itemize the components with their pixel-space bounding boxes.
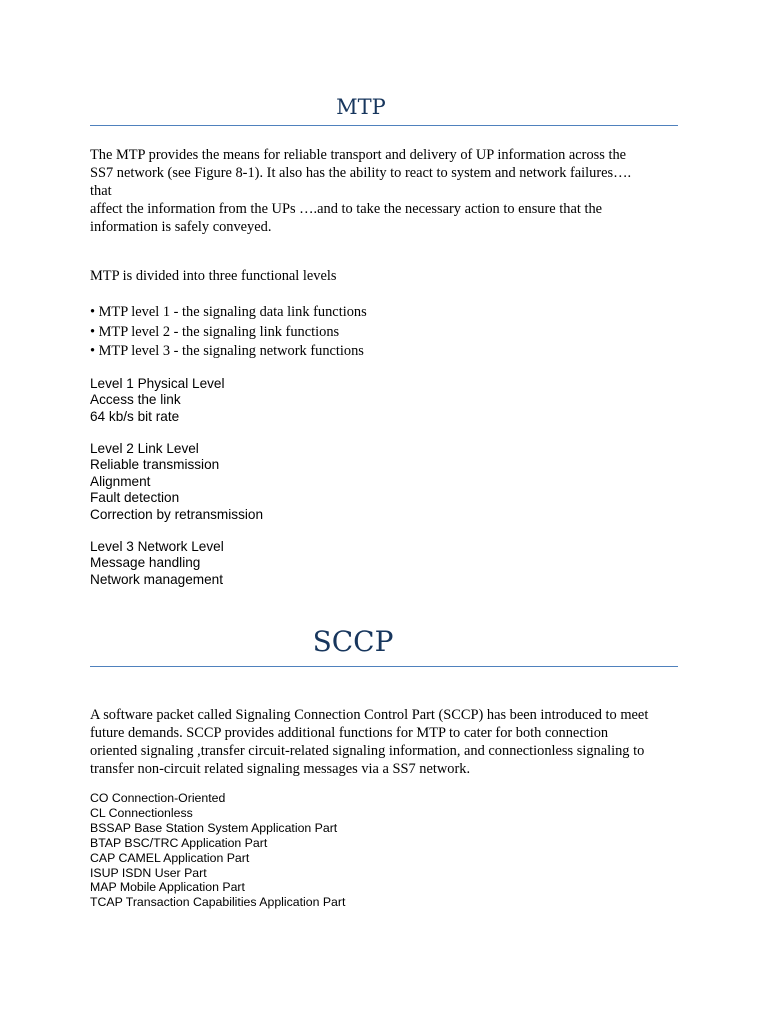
list-item: • MTP level 1 - the signaling data link functions (90, 304, 367, 320)
list-item: BTAP BSC/TRC Application Part (90, 835, 268, 850)
level1-title: Level 1 Physical Level (90, 376, 225, 391)
mtp-heading-rule (90, 125, 678, 126)
level2-item: Alignment (90, 473, 151, 489)
list-item: ISUP ISDN User Part (90, 865, 207, 880)
sccp-intro-line: transfer non-circuit related signaling messages via a SS7 network. (90, 761, 471, 777)
list-item: TCAP Transaction Capabilities Application Part (90, 895, 346, 910)
mtp-intro-line: SS7 network (see Figure 8-1). It also has the ability to react to system and network failures…. (90, 165, 632, 181)
level3-item: Message handling (90, 555, 201, 571)
sccp-heading: SCCP (312, 625, 394, 658)
level3-block (90, 539, 680, 588)
sccp-abbreviations-list (90, 791, 680, 910)
level1-item: Access the link (90, 392, 181, 408)
level3-item: Network management (90, 571, 223, 587)
level2-item: Fault detection (90, 490, 180, 506)
level2-item: Correction by retransmission (90, 506, 264, 522)
list-item: • MTP level 2 - the signaling link functions (90, 323, 340, 340)
mtp-levels-intro-text: MTP is divided into three functional levels (90, 268, 337, 284)
mtp-intro-line: affect the information from the UPs ….and to take the necessary action to ensure that the (90, 201, 603, 217)
level3-title: Level 3 Network Level (90, 539, 224, 554)
level2-item: Reliable transmission (90, 457, 220, 473)
sccp-heading-rule (90, 666, 678, 667)
sccp-intro-line: future demands. SCCP provides additional functions for MTP to cater for both connection (90, 725, 609, 741)
list-item: BSSAP Base Station System Application Part (90, 820, 338, 835)
mtp-intro-paragraph (90, 146, 680, 236)
mtp-levels-intro (90, 267, 680, 285)
list-item: MAP Mobile Application Part (90, 880, 245, 895)
list-item: CAP CAMEL Application Part (90, 850, 250, 865)
mtp-intro-line: information is safely conveyed. (90, 219, 272, 235)
list-item: • MTP level 3 - the signaling network functions (90, 343, 364, 359)
mtp-levels-list (90, 303, 680, 362)
mtp-intro-line: The MTP provides the means for reliable transport and delivery of UP information across the (90, 147, 627, 163)
list-item: CL Connectionless (90, 805, 193, 820)
level2-block (90, 441, 680, 523)
sccp-intro-paragraph (90, 706, 680, 778)
level1-block (90, 376, 680, 425)
mtp-heading: MTP (336, 95, 386, 119)
sccp-intro-line: A software packet called Signaling Connection Control Part (SCCP) has been introduced to meet (90, 707, 649, 723)
list-item: CO Connection-Oriented (90, 791, 226, 805)
level2-title: Level 2 Link Level (90, 441, 199, 456)
sccp-intro-line: oriented signaling ,transfer circuit-related signaling information, and connectionless signaling to (90, 743, 645, 759)
level1-item: 64 kb/s bit rate (90, 408, 180, 424)
mtp-intro-line: that (90, 183, 112, 199)
